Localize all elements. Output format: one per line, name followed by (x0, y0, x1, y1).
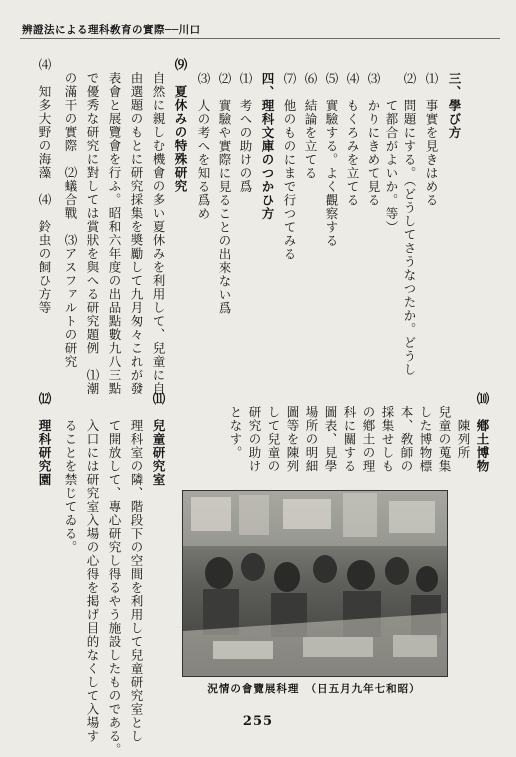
text-column: ⑹ 結論を立てる (303, 72, 318, 180)
text-column: て都合がよいか。等） (384, 72, 399, 234)
text-column: ⑵ 實驗や實際に見ることの出來ない爲 (217, 72, 232, 315)
text-column: 四、理科文庫のつかひ方 (260, 72, 275, 221)
text-column: 圖等を陳列 (285, 392, 300, 473)
text-column: ⑸ 實驗する。よく觀察する (324, 72, 339, 248)
exhibition-photo (182, 490, 448, 677)
text-column: の滿干の實際 ⑵蟻合戰 ⑶アスファルトの研究 (63, 58, 78, 369)
text-column: となす。 (228, 392, 243, 460)
text-column: 入口には研究室入場の心得を掲げ目的なくして入場す (85, 392, 100, 743)
text-column: ⑺ 他のものにまで行つてみる (282, 72, 297, 261)
text-column: 表會と展覽會を行ふ。昭和六年度の出品點數九八三點 (107, 58, 122, 396)
header-rule (20, 38, 500, 39)
text-column: ⑴ 考への助けの爲 (238, 72, 253, 194)
text-column: した博物標 (418, 392, 433, 473)
running-header: 辨證法による理科敎育の實際──川口 (22, 24, 201, 36)
text-column: ることを禁じてゐる。 (63, 392, 78, 554)
text-column: ⑷ 知多大野の海藻 ⑷ 鈴虫の飼ひ方等 (37, 58, 52, 315)
text-column: ⑴ 事實を見きはめる (424, 72, 439, 207)
text-column: 由選題のもとに研究採集を奬勵して九月匆々これが發 (129, 58, 144, 396)
text-column: ⑶ かりにきめて見る (366, 72, 381, 207)
text-column: して兒童の (266, 392, 281, 473)
text-column: の鄕土の理 (361, 392, 376, 473)
photo-caption: 況情の會覽展科理 （日五月九年七和昭） (207, 683, 421, 695)
text-column: 圖表、見學 (323, 392, 338, 473)
text-column: 兒童の蒐集 (437, 392, 452, 473)
text-column: 本、敎師の (399, 392, 414, 473)
text-column: ⑼ 夏休みの特殊研究 (173, 58, 188, 193)
text-column: 科に關する (342, 392, 357, 473)
text-column: ⑶ 人の考へを知る爲め (196, 72, 211, 221)
text-column: 陳列所 (456, 392, 471, 460)
text-column: ⑽ 鄕土博物 (475, 392, 490, 473)
page-number: 255 (242, 714, 274, 729)
text-column: て開放して、專心研究し得るやう施設したものである。 (107, 392, 122, 757)
text-column: ⑵ 問題にする。（どうしてさうなつたか。どうし (402, 72, 417, 377)
text-column: 三、學び方 (447, 72, 462, 140)
text-column: 採集せしも (380, 392, 395, 473)
text-column: 研究の助け (247, 392, 262, 473)
text-column: 場所の明細 (304, 392, 319, 473)
text-column: で優秀な研究に對しては賞狀を與へる研究題例 ⑴潮 (85, 58, 100, 396)
text-column: 理科室の隣、階段下の空間を利用して兒童研究室とし (129, 392, 144, 743)
text-column: ⑾ 兒童研究室 (151, 392, 166, 487)
text-column: 自然に親しむ機會の多い夏休みを利用して、兒童に自 (151, 58, 166, 396)
text-column: ⑷ もくろみを立てる (345, 72, 360, 207)
text-column: ⑿ 理科研究園 (37, 392, 52, 487)
